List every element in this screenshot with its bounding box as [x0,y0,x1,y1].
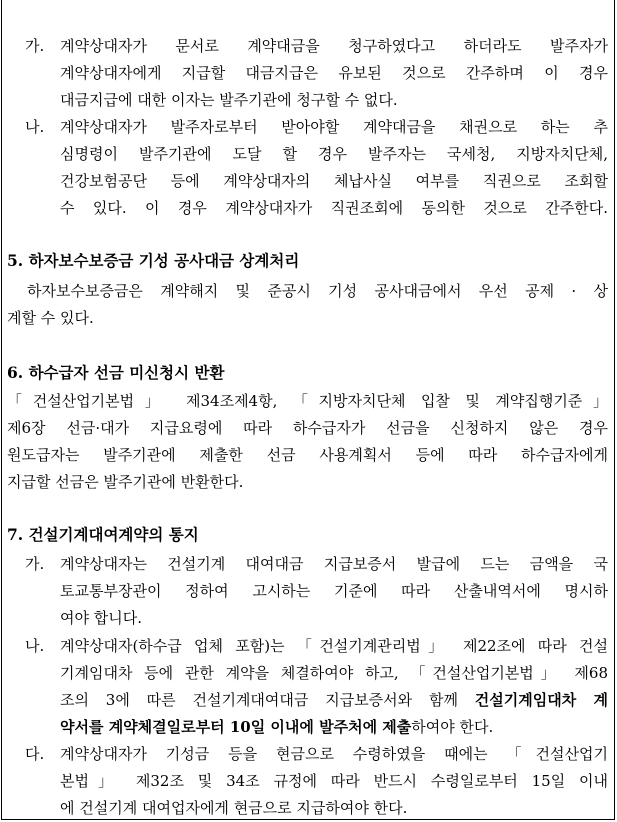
emphasis-text: 건설기계임대차 계 [474,691,608,709]
paragraph-text: 조의 3에 따른 건설기계대여대금 지급보증서와 함께 [60,691,475,709]
section-heading: 6. 하수급자 선금 미신청시 반환 [7,363,225,382]
paragraph-line: 수 있다. 이 경우 계약상대자가 직권조회에 동의한 것으로 간주한다. [60,199,608,217]
paragraph-line: 제6장 선금·대가 지급요령에 따라 하수급자가 선금을 신청하지 않은 경우 [7,419,608,437]
paragraph-line: 심명령이 발주기관에 도달 할 경우 발주자는 국세청, 지방자치단체, [60,145,608,163]
section-heading: 7. 건설기계대여계약의 통지 [7,525,199,544]
paragraph-text: 하여야 한다. [411,718,494,736]
item-marker: 가. [25,37,45,55]
section-heading: 5. 하자보수보증금 기성 공사대금 상계처리 [7,251,300,270]
paragraph-line: 계약상대자(하수급 업체 포함)는 「건설기계관리법」 제22조에 따라 건설 [60,637,608,655]
paragraph-line [60,687,608,713]
item-marker: 나. [25,637,45,655]
emphasis-text: 약서를 계약체결일로부터 10일 이내에 발주처에 제출 [60,718,412,736]
paragraph-line: 「건설산업기본법」 제34조제4항, 「지방자치단체 입찰 및 계약집행기준」 [7,392,608,410]
paragraph-line: 본법」 제32조 및 34조 규정에 따라 반드시 수령일로부터 15일 이내 [60,772,608,790]
paragraph-line: 기계임대차 등에 관한 계약을 체결하여야 하고, 「건설산업기본법」 제68 [60,664,608,682]
paragraph-line: 계할 수 있다. [7,309,94,327]
paragraph-line: 계약상대자가 기성금 등을 현금으로 수령하였을 때에는 「건설산업기 [60,745,608,763]
item-marker: 다. [25,745,45,763]
paragraph-line: 에 건설기계 대여업자에게 현금으로 지급하여야 한다. [60,799,408,817]
paragraph-line: 계약상대자는 건설기계 대여대금 지급보증서 발급에 드는 금액을 국 [60,555,608,573]
item-marker: 가. [25,555,45,573]
paragraph-line: 지급할 선금은 발주기관에 반환한다. [7,473,244,491]
paragraph-line: 계약상대자에게 지급할 대금지급은 유보된 것으로 간주하며 이 경우 [60,64,608,82]
paragraph-line: 토교통부장관이 정하여 고시하는 기준에 따라 산출내역서에 명시하 [60,582,608,600]
paragraph-line: 하자보수보증금은 계약해지 및 준공시 기성 공사대금에서 우선 공제 · 상 [27,282,608,300]
paragraph-line: 대금지급에 대한 이자는 발주기관에 청구할 수 없다. [60,91,398,109]
item-marker: 나. [25,118,45,136]
paragraph-line: 원도급자는 발주기관에 제출한 선금 사용계획서 등에 따라 하수급자에게 [7,446,608,464]
document-page [1,0,615,820]
paragraph-line: 여야 합니다. [60,609,142,627]
paragraph-line [60,714,608,740]
paragraph-line: 계약상대자가 발주자로부터 받아야할 계약대금을 채권으로 하는 추 [60,118,608,136]
paragraph-line: 건강보험공단 등에 계약상대자의 체납사실 여부를 직권으로 조회할 [60,172,608,190]
paragraph-line: 계약상대자가 문서로 계약대금을 청구하였다고 하더라도 발주자가 [60,37,608,55]
